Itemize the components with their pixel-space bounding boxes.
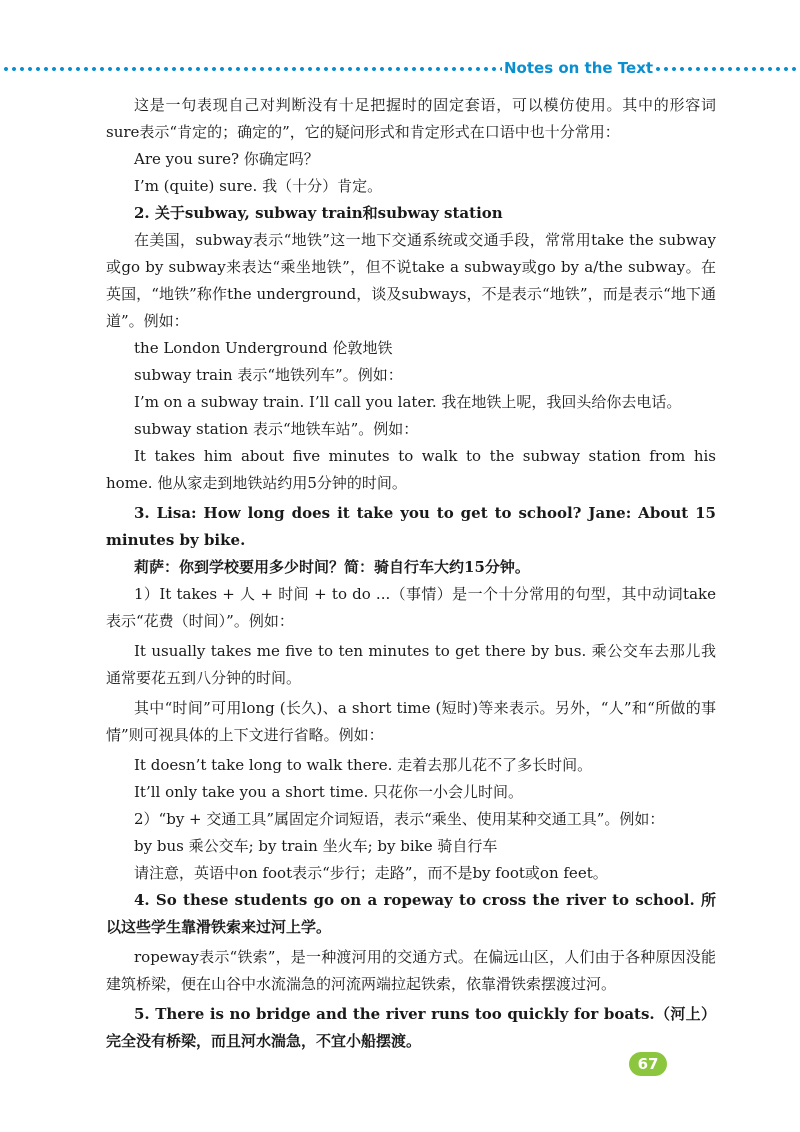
example-sentence: 2）“by + 交通工具”属固定介词短语，表示“乘坐、使用某种交通工具”。例如： [134,810,665,828]
running-header [0,56,800,80]
example-sentence: the London Underground 伦敦地铁 [134,339,393,357]
dotted-rule-left [2,66,502,72]
note-heading-translation: 莉萨：你到学校要用多少时间？简：骑自行车大约15分钟。 [134,558,530,576]
example-sentence: It doesn’t take long to walk there. 走着去那儿花不了多长时间。 [134,756,593,774]
example-sentence: Are you sure? 你确定吗？ [134,150,319,168]
dotted-rule-right [654,66,798,72]
note-heading: 3. Lisa: How long does it take you to get to school? Jane: About 15 minutes by bike. [106,504,716,549]
example-sentence: 请注意，英语中on foot表示“步行；走路”，而不是by foot或on feet。 [134,864,608,882]
paragraph: It takes him about five minutes to walk to the subway station from his home. 他从家走到地铁站约用5分钟的时间。 [106,447,716,492]
paragraph: 在美国，subway表示“地铁”这一地下交通系统或交通手段，常常用take the subway或go by subway来表达“乘坐地铁”，但不说take a subway或go by a/the subway。在英国，“地铁”称作the underground，谈及subways，不是表示“地铁”，而是表示“地下通道”。例如： [106,231,716,330]
example-sentence: I’m on a subway train. I’ll call you later. 我在地铁上呢，我回头给你去电话。 [134,393,682,411]
example-sentence: by bus 乘公交车; by train 坐火车; by bike 骑自行车 [134,837,498,855]
paragraph: 1）It takes + 人 + 时间 + to do ...（事情）是一个十分常用的句型，其中动词take表示“花费（时间）”。例如： [106,585,716,630]
note-heading: 4. So these students go on a ropeway to cross the river to school. 所以这些学生靠滑铁索来过河上学。 [106,891,716,936]
example-sentence: subway train 表示“地铁列车”。例如： [134,366,403,384]
paragraph: It usually takes me five to ten minutes to get there by bus. 乘公交车去那儿我通常要花五到八分钟的时间。 [106,642,716,687]
page-body [106,92,716,1055]
note-heading: 5. There is no bridge and the river runs too quickly for boats.（河上）完全没有桥梁，而且河水湍急，不宜小船摆渡。 [106,1005,716,1050]
page-number-badge: 67 [629,1052,667,1076]
paragraph: ropeway表示“铁索”，是一种渡河用的交通方式。在偏远山区，人们由于各种原因没能建筑桥梁，便在山谷中水流湍急的河流两端拉起铁索，依靠滑铁索摆渡过河。 [106,948,716,993]
paragraph: 其中“时间”可用long (长久)、a short time (短时)等来表示。另外，“人”和“所做的事情”则可视具体的上下文进行省略。例如： [106,699,716,744]
note-heading: 2. 关于subway, subway train和subway station [134,204,503,222]
paragraph: 这是一句表现自己对判断没有十足把握时的固定套语，可以模仿使用。其中的形容词sure表示“肯定的；确定的”，它的疑问形式和肯定形式在口语中也十分常用： [106,96,716,141]
header-title: Notes on the Text [504,59,654,77]
example-sentence: subway station 表示“地铁车站”。例如： [134,420,419,438]
example-sentence: It’ll only take you a short time. 只花你一小会儿时间。 [134,783,523,801]
example-sentence: I’m (quite) sure. 我（十分）肯定。 [134,177,383,195]
